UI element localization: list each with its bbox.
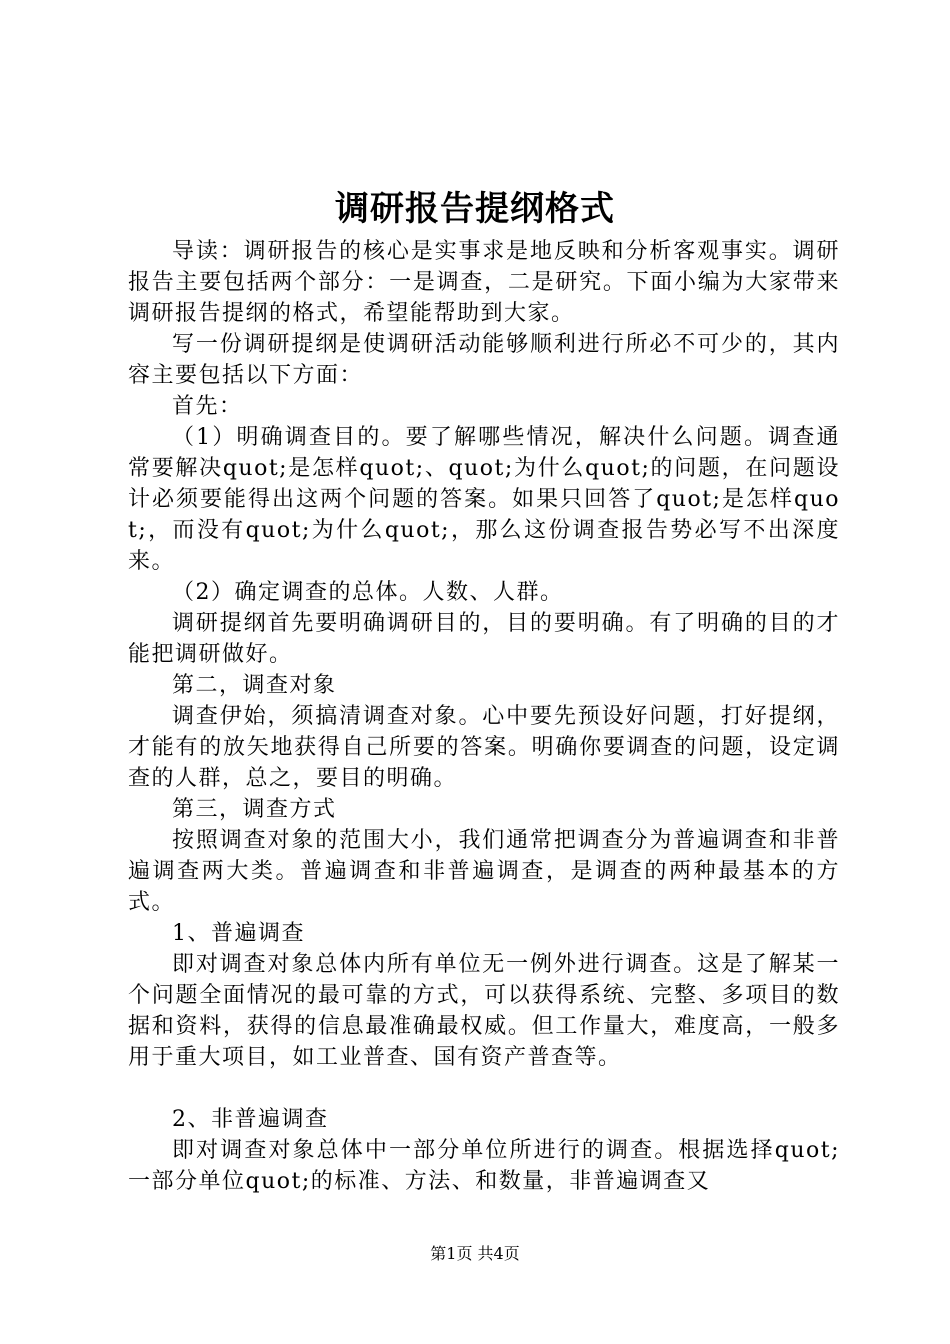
- heading-third: 第三，调查方式: [172, 797, 337, 822]
- paragraph-outline-purpose: 写一份调研提纲是使调研活动能够顺利进行所必不可少的，其内容主要包括以下方面：: [128, 332, 840, 388]
- heading-non-general-survey: 2、非普遍调查: [172, 1107, 329, 1132]
- paragraph-methods: 按照调查对象的范围大小，我们通常把调查分为普遍调查和非普遍调查两大类。普遍调查和非普遍调查，是调查的两种最基本的方式。: [128, 828, 840, 915]
- paragraph-non-general-survey: 即对调查对象总体中一部分单位所进行的调查。根据选择quot;一部分单位quot;的标准、方法、和数量，非普遍调查又: [128, 1138, 840, 1194]
- paragraph-goal: 调研提纲首先要明确调研目的，目的要明确。有了明确的目的才能把调研做好。: [128, 611, 840, 667]
- blank-line: [128, 1073, 840, 1104]
- document-body: [128, 236, 840, 1197]
- paragraph-general-survey: 即对调查对象总体内所有单位无一例外进行调查。这是了解某一个问题全面情况的最可靠的方式，可以获得系统、完整、多项目的数据和资料，获得的信息最准确最权威。但工作量大，难度高，一般多用于重大项目，如工业普查、国有资产普查等。: [128, 952, 840, 1070]
- heading-first: 首先：: [172, 394, 243, 419]
- heading-general-survey: 1、普遍调查: [172, 921, 305, 946]
- paragraph-item-2: （2）确定调查的总体。人数、人群。: [172, 580, 564, 605]
- paragraph-intro: 导读：调研报告的核心是实事求是地反映和分析客观事实。调研报告主要包括两个部分：一是调查，二是研究。下面小编为大家带来调研报告提纲的格式，希望能帮助到大家。: [128, 239, 840, 326]
- paragraph-target: 调查伊始，须搞清调查对象。心中要先预设好问题，打好提纲，才能有的放矢地获得自己所要的答案。明确你要调查的问题，设定调查的人群，总之，要目的明确。: [128, 704, 840, 791]
- heading-second: 第二，调查对象: [172, 673, 337, 698]
- paragraph-item-1: （1）明确调查目的。要了解哪些情况，解决什么问题。调查通常要解决quot;是怎样quot;、quot;为什么quot;的问题，在问题设计必须要能得出这两个问题的答案。如果只回答了quot;是怎样quot;，而没有quot;为什么quot;，那么这份调查报告势必写不出深度来。: [128, 425, 840, 574]
- page-footer: 第1页 共4页: [430, 1244, 520, 1263]
- document-title: 调研报告提纲格式: [335, 189, 615, 229]
